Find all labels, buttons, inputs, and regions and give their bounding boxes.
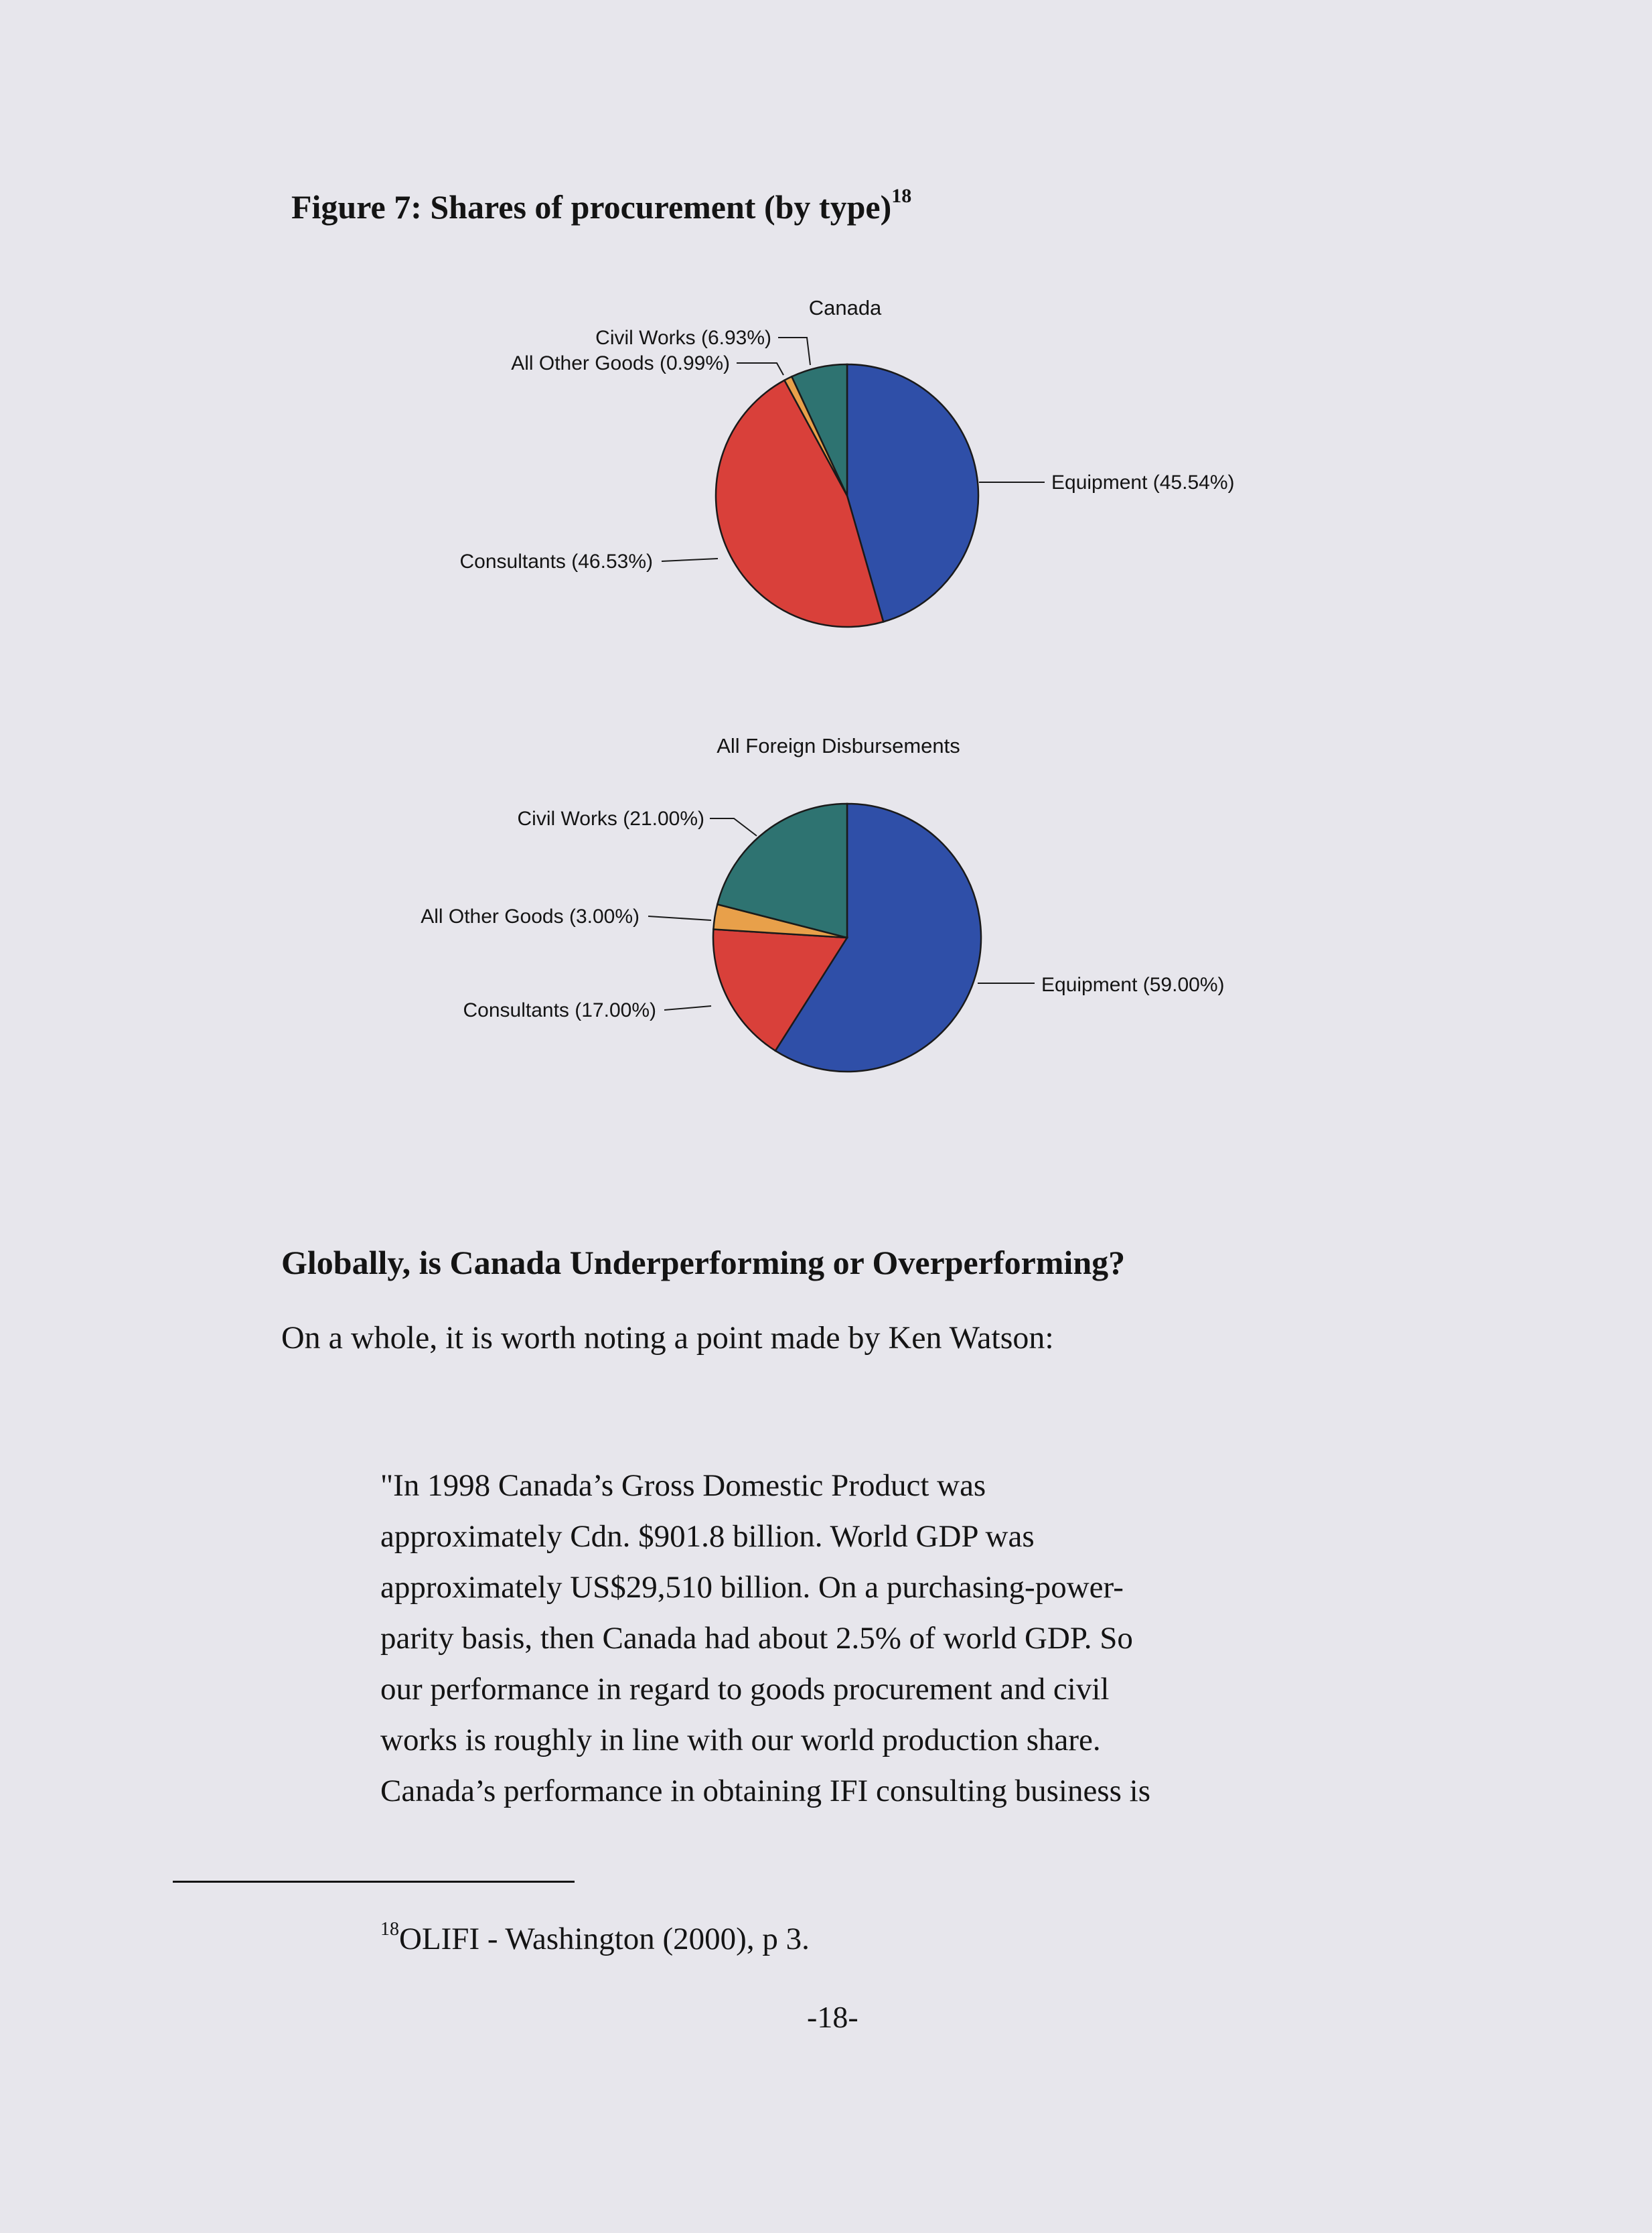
- slice-label: Consultants (17.00%): [463, 999, 656, 1021]
- slice-label: Civil Works (21.00%): [517, 808, 704, 830]
- pie-chart-1: [460, 296, 1235, 627]
- slice-label: Equipment (59.00%): [1041, 974, 1225, 996]
- figure-footnote-ref: 18: [891, 185, 912, 208]
- quote-line: our performance in regard to goods procurement and civil: [380, 1672, 1110, 1707]
- slice-label: Consultants (46.53%): [459, 551, 653, 573]
- footnote-text: OLIFI - Washington (2000), p 3.: [399, 1922, 810, 1956]
- footnote-number: 18: [380, 1919, 399, 1940]
- chart-title: All Foreign Disbursements: [717, 734, 960, 758]
- leader-line: [662, 559, 718, 561]
- slice-label: All Other Goods (0.99%): [511, 352, 730, 374]
- quote-line: Canada’s performance in obtaining IFI consulting business is: [380, 1774, 1150, 1808]
- intro-text: On a whole, it is worth noting a point made by Ken Watson:: [281, 1320, 1054, 1356]
- leader-line: [710, 818, 757, 836]
- slice-label: Equipment (45.54%): [1051, 472, 1235, 494]
- slice-label: All Other Goods (3.00%): [421, 906, 640, 928]
- slice-label: Civil Works (6.93%): [595, 327, 771, 349]
- pie-chart-2: [421, 734, 1224, 1072]
- figure-title-text: Figure 7: Shares of procurement (by type): [291, 188, 892, 226]
- quote-line: approximately US$29,510 billion. On a purchasing-power-: [380, 1570, 1124, 1605]
- chart-title: Canada: [808, 296, 882, 319]
- section-heading: Globally, is Canada Underperforming or Overperforming?: [281, 1244, 1126, 1281]
- page-number: -18-: [807, 2000, 858, 2034]
- leader-line: [778, 338, 810, 365]
- footnote: [380, 1921, 810, 1957]
- quote-line: approximately Cdn. $901.8 billion. World GDP was: [380, 1519, 1035, 1554]
- quote-line: parity basis, then Canada had about 2.5% of world GDP. So: [380, 1621, 1133, 1656]
- leader-line: [737, 363, 783, 375]
- quote-line: "In 1998 Canada’s Gross Domestic Product was: [380, 1468, 986, 1503]
- block-quote: [380, 1460, 1318, 1816]
- leader-line: [664, 1006, 711, 1010]
- footnote-divider: [173, 1881, 575, 1883]
- leader-line: [648, 916, 711, 920]
- quote-line: works is roughly in line with our world production share.: [380, 1723, 1101, 1757]
